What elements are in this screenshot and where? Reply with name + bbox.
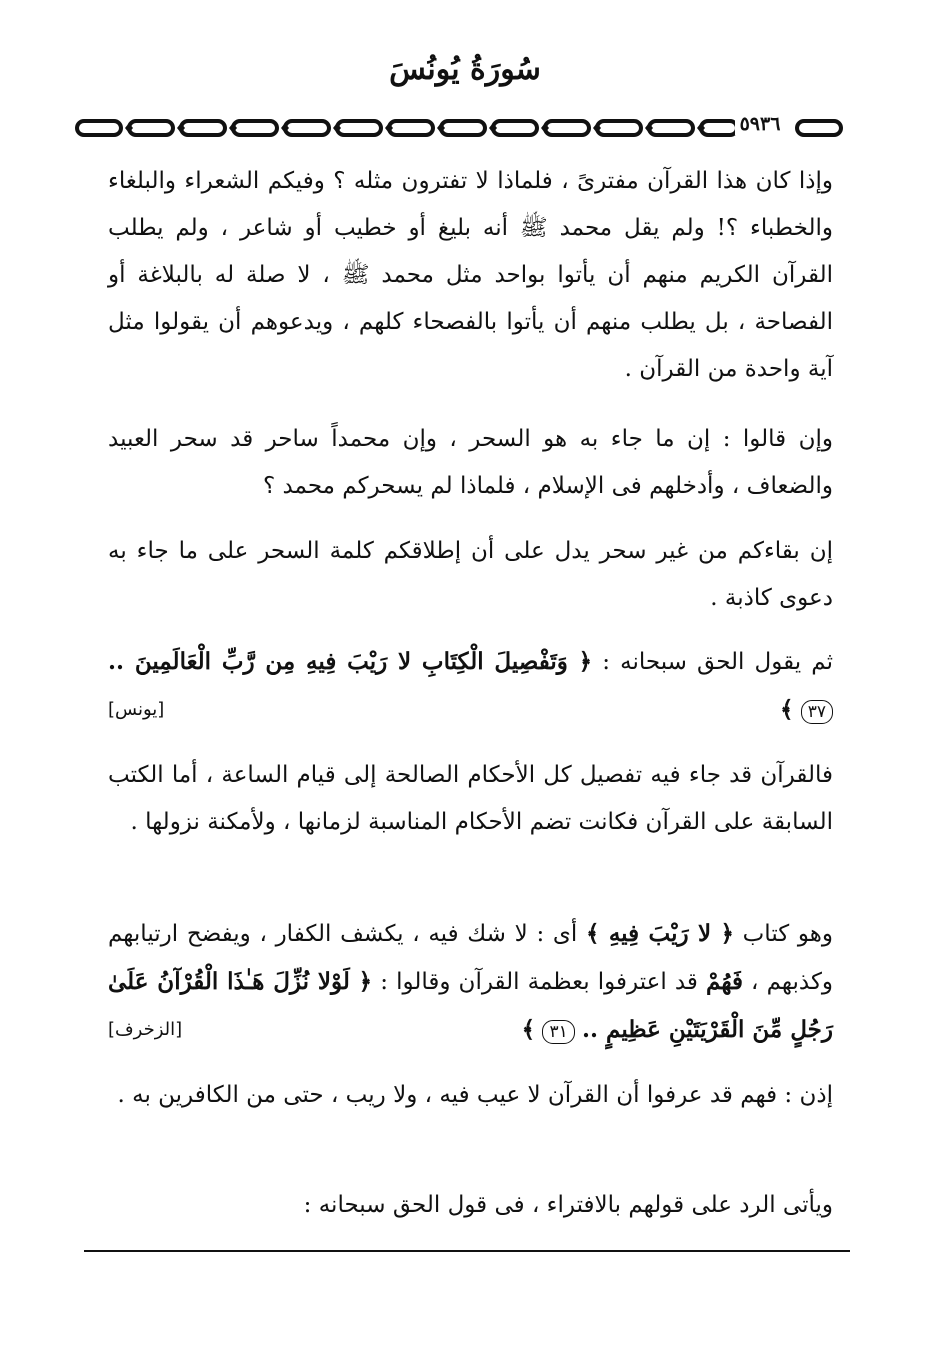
sura-title: سُورَةُ يُونُسَ	[389, 52, 541, 87]
quran-verse-short: ﴿ لا رَيْبَ فِيهِ ﴾	[585, 920, 734, 947]
paragraph-6-text-b: أى : لا شك فيه ، يكشف الكفار ، ويفضح ارتيابهم وكذبهم ،	[108, 921, 834, 995]
quran-verse: ﴿ وَتَفْصِيلَ الْكِتَابِ لا رَيْبَ فِيهِ مِن رَّبِّ الْعَالَمِينَ ..	[108, 648, 593, 675]
verse-number: ٣١	[542, 1020, 574, 1044]
ayah-intro: ثم يقول الحق سبحانه :	[602, 649, 833, 675]
page-number: ٥٩٣٦	[735, 113, 785, 135]
verse-number: ٣٧	[801, 700, 833, 724]
paragraph-1: وإذا كان هذا القرآن مفترىً ، فلماذا لا تفترون مثله ؟ وفيكم الشعراء والبلغاء والخطباء ؟! ولم يقل محمد ﷺ أنه بليغ أو خطيب أو شاعر ، ولم يطلب القرآن الكريم منهم أن يأتوا بواحد مثل محمد ﷺ ، لا صلة له بالبلاغة أو الفصاحة ، بل يطلب منهم أن يأتوا بالفصحاء كلهم ، ويدعوهم أن يقولوا مثل آية واحدة من القرآن .	[108, 168, 833, 382]
paragraph-6	[108, 910, 833, 1054]
ornamental-border	[75, 116, 845, 140]
paragraph-6-emphasis: فَهُمْ	[706, 968, 743, 995]
paragraph-5: فالقرآن قد جاء فيه تفصيل كل الأحكام الصالحة إلى قيام الساعة ، أما الكتب السابقة على القرآن فكانت تضم الأحكام المناسبة لزمانها ، ولأمكنة نزولها .	[108, 762, 833, 835]
paragraph-6-text-a: وهو كتاب	[742, 921, 834, 947]
paragraph-4	[108, 638, 833, 734]
paragraph-6-text-d: قد اعترفوا بعظمة القرآن وقالوا :	[380, 969, 698, 995]
paragraph-3: إن بقاءكم من غير سحر يدل على أن إطلاقكم كلمة السحر على ما جاء به دعوى كاذبة .	[108, 538, 833, 611]
quran-verse: ﴿ لَوْلا نُزِّلَ هَـٰذَا الْقُرْآنُ عَلَىٰ رَجُلٍ مِّنَ الْقَرْيَتَيْنِ عَظِيمٍ ..	[108, 968, 833, 1043]
sura-reference: [الزخرف]	[108, 1019, 183, 1040]
sura-reference: [يونس]	[108, 699, 165, 720]
verse-close-bracket: ﴾	[779, 696, 794, 723]
footer-rule	[84, 1250, 850, 1252]
paragraph-7: إذن : فهم قد عرفوا أن القرآن لا عيب فيه ، ولا ريب ، حتى من الكافرين به .	[117, 1082, 833, 1108]
paragraph-8: ويأتى الرد على قولهم بالافتراء ، فى قول الحق سبحانه :	[303, 1192, 833, 1218]
verse-close-bracket: ﴾	[521, 1016, 536, 1043]
paragraph-2: وإن قالوا : إن ما جاء به هو السحر ، وإن محمداً ساحر قد سحر العبيد والضعاف ، وأدخلهم فى الإسلام ، فلماذا لم يسحركم محمد ؟	[108, 426, 833, 499]
